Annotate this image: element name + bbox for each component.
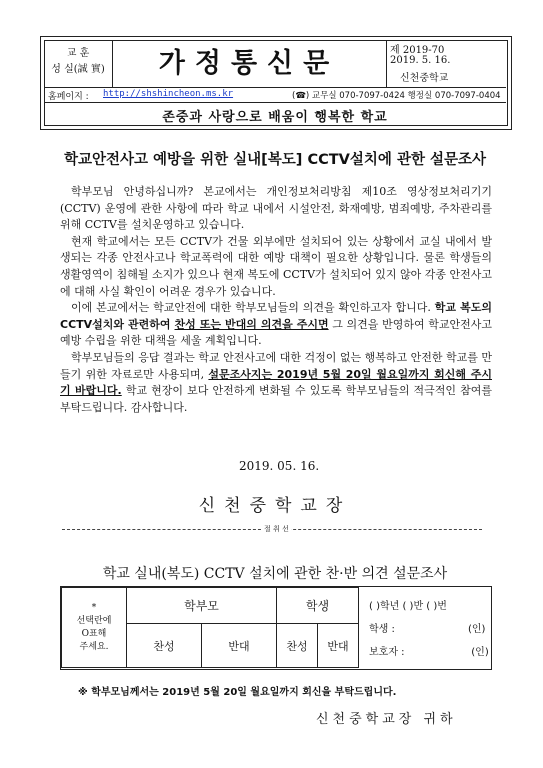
school-motto-label: 교 훈 [66, 48, 90, 59]
addressee: 신천중학교장 귀하 [316, 712, 457, 727]
emphasis-underlined-text: 찬성 또는 반대의 의견을 주시면 [174, 317, 329, 331]
contact-phones: (☎) 교무실 070-7097-0424 행정실 070-7097-0404 [292, 91, 501, 101]
paragraph [60, 350, 492, 416]
instruction-cell [62, 588, 127, 668]
paragraph [60, 184, 492, 234]
paragraph-text: 그 의견을 반영하여 학교안전사고예방 수립을 위한 대책을 세울 계획입니다. [60, 317, 493, 348]
parent-disagree-checkbox[interactable]: 반대 [202, 624, 277, 668]
divider [44, 102, 506, 103]
paragraph-text: 학부모님 안녕하십니까? 본교에서는 개인정보처리방침 제10조 영상정보처리기기(CCTV) 운영에 관한 사항에 따라 학교 내에서 시설안전, 화재예방, 범죄예방, 주차관리를 위해 CCTV를 설치운영하고 있습니다. [60, 185, 492, 232]
issuer-school: 신천중학교 [400, 73, 449, 84]
parent-agree-checkbox[interactable]: 찬성 [127, 624, 202, 668]
issue-date: 2019. 5. 16. [390, 55, 451, 66]
instruction-text: 주세요. [79, 641, 109, 652]
notice-date: 2019. 05. 16. [239, 459, 320, 473]
paragraph-text: 현재 학교에서는 모든 CCTV가 건물 외부에만 설치되어 있는 상황에서 교실 내에서 발생되는 각종 안전사고나 학교폭력에 대한 예방 대책이 필요한 상황입니다. 물론 학생들의 생활영역이 침해될 소지가 있으나 현재 복도에 CCTV가 설치되어 있지 않아 각종 안전사고에 대해 사실 확인이 어려운 경우가 있습니다. [60, 234, 492, 298]
paragraph-text: 학교 현장이 보다 안전하게 변화될 수 있도록 학부모님들의 적극적인 참여를 부탁드립니다. 감사합니다. [60, 384, 492, 414]
student-agree-checkbox[interactable]: 찬성 [277, 624, 318, 668]
student-info-cell [359, 588, 504, 668]
principal-signature: 신천중학교장 [198, 496, 352, 516]
parent-header: 학부모 [127, 588, 277, 624]
homepage-link[interactable]: http://shshincheon.ms.kr [103, 89, 234, 99]
paragraph-text: 학부모님들의 응답 결과는 학교 안전사고에 대한 걱정이 없는 행복하고 안전한 학교를 만들기 위한 자료로만 사용되며, [60, 350, 492, 381]
student-signature-field[interactable]: 학생 : (인) [369, 624, 486, 635]
grade-class-number-field[interactable]: ( )학년 ( )반 ( )번 [369, 601, 447, 612]
issue-number: 제 2019-70 [390, 45, 445, 56]
divider [44, 87, 506, 88]
survey-table [61, 587, 503, 668]
cut-line-label: 절 취 선 [264, 525, 289, 533]
deadline-text: 설문조사지는 2019년 5월 20일 월요일까지 회신해 주시기 바랍니다. [60, 367, 492, 398]
paragraph-text: 이에 본교에서는 학교안전에 대한 학부모님들의 의견을 확인하고자 합니다. [71, 301, 435, 315]
homepage-label: 홈페이지 : [48, 92, 89, 102]
instruction-mark: * [91, 602, 97, 613]
paragraph [60, 300, 492, 350]
notice-body [60, 184, 492, 416]
instruction-text: O표해 [81, 628, 107, 639]
school-slogan: 존중과 사랑으로 배움이 행복한 학교 [162, 110, 388, 125]
student-disagree-checkbox[interactable]: 반대 [318, 624, 359, 668]
school-motto: 성 실(誠 實) [51, 64, 105, 75]
newsletter-title: 가정통신문 [158, 48, 340, 79]
paragraph [60, 234, 492, 300]
notice-heading: 학교안전사고 예방을 위한 실내[복도] CCTV설치에 관한 설문조사 [63, 152, 487, 168]
survey-title: 학교 실내(복도) CCTV 설치에 관한 찬·반 의견 설문조사 [102, 566, 448, 582]
emphasis-text: 학교 복도의 CCTV설치와 관련하여 [60, 301, 492, 331]
instruction-text: 선택란에 [76, 615, 112, 626]
student-header: 학생 [277, 588, 359, 624]
guardian-signature-field[interactable]: 보호자 : (인) [369, 647, 489, 658]
reply-deadline-note: ※ 학부모님께서는 2019년 5월 20일 월요일까지 회신을 부탁드립니다. [78, 687, 397, 698]
